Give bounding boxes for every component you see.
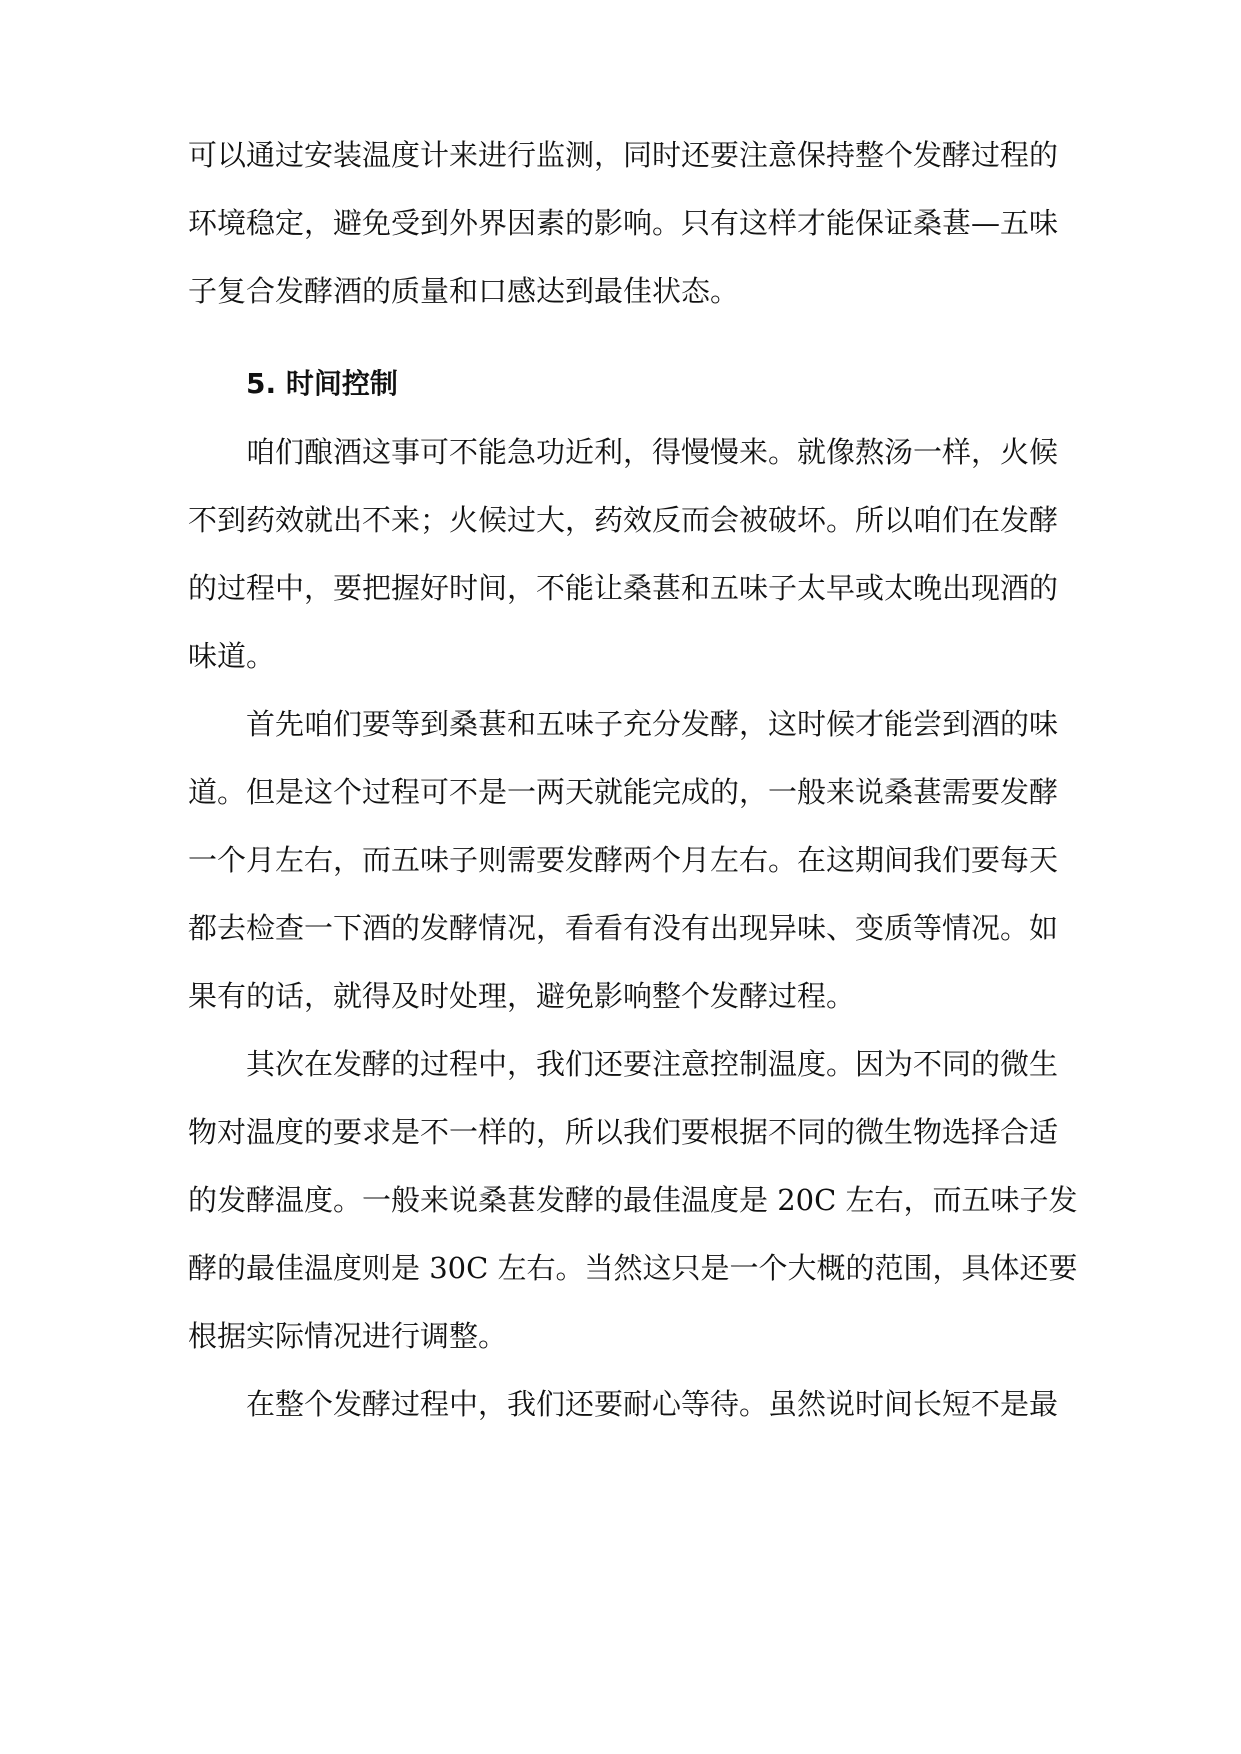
body-text-line: 都去检查一下酒的发酵情况，看看有没有出现异味、变质等情况。如 <box>188 911 1059 945</box>
body-text-line: 其次在发酵的过程中，我们还要注意控制温度。因为不同的微生 <box>246 1047 1059 1081</box>
body-text-line: 咱们酿酒这事可不能急功近利，得慢慢来。就像熬汤一样，火候 <box>246 435 1059 469</box>
body-text-line: 味道。 <box>188 639 276 673</box>
body-text-line: 道。但是这个过程可不是一两天就能完成的，一般来说桑葚需要发酵 <box>188 775 1059 809</box>
body-text-line: 根据实际情况进行调整。 <box>188 1319 508 1353</box>
body-text-line: 子复合发酵酒的质量和口感达到最佳状态。 <box>188 274 740 308</box>
body-text-line: 不到药效就出不来；火候过大，药效反而会被破坏。所以咱们在发酵 <box>188 503 1059 537</box>
body-text-line: 的过程中，要把握好时间，不能让桑葚和五味子太早或太晚出现酒的 <box>188 571 1059 605</box>
body-text-line: 环境稳定，避免受到外界因素的影响。只有这样才能保证桑葚—五味 <box>188 206 1059 240</box>
body-text-line: 酵的最佳温度则是 30C 左右。当然这只是一个大概的范围，具体还要 <box>188 1251 1078 1285</box>
body-text-line: 果有的话，就得及时处理，避免影响整个发酵过程。 <box>188 979 856 1013</box>
body-text-line: 物对温度的要求是不一样的，所以我们要根据不同的微生物选择合适 <box>188 1115 1059 1149</box>
body-text-line: 一个月左右，而五味子则需要发酵两个月左右。在这期间我们要每天 <box>188 843 1059 877</box>
body-text-line: 的发酵温度。一般来说桑葚发酵的最佳温度是 20C 左右，而五味子发 <box>188 1183 1078 1217</box>
body-text-line: 首先咱们要等到桑葚和五味子充分发酵，这时候才能尝到酒的味 <box>246 707 1059 741</box>
body-text-line: 可以通过安装温度计来进行监测，同时还要注意保持整个发酵过程的 <box>188 138 1059 172</box>
section-heading: 5. 时间控制 <box>246 367 398 400</box>
body-text-line: 在整个发酵过程中，我们还要耐心等待。虽然说时间长短不是最 <box>246 1387 1059 1421</box>
